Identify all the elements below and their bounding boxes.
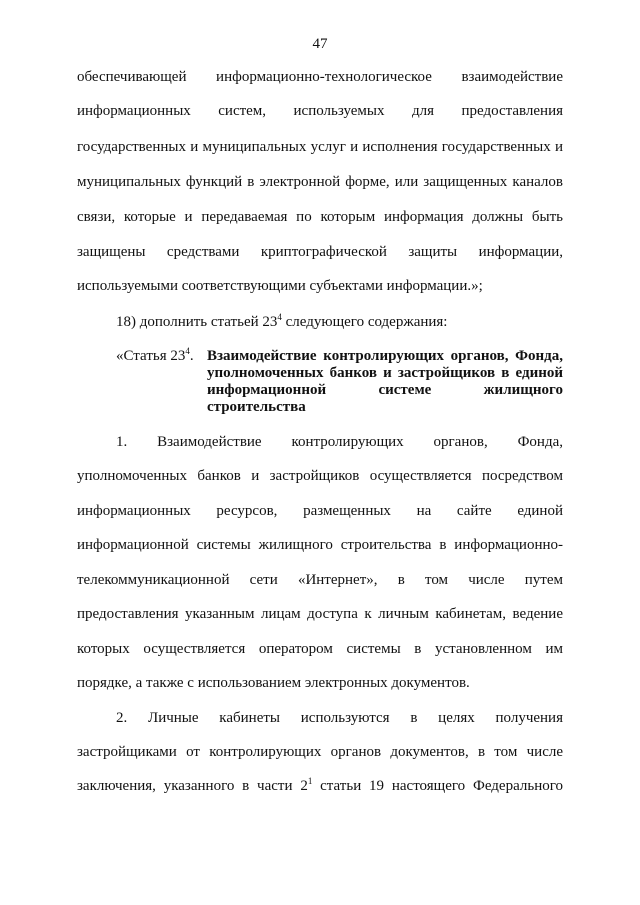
text-line: используемыми соответствующими субъектами информации.»;: [77, 278, 483, 294]
text-line: защищены средствами криптографической защиты информации,: [77, 244, 563, 260]
amendment-text: 18) дополнить статьей 23: [116, 314, 278, 330]
article-heading-line: информационной системе жилищного: [207, 382, 563, 398]
amendment-line: [116, 313, 563, 331]
text-line: застройщиками от контролирующих органов документов, в том числе: [77, 744, 563, 760]
superscript: 4: [185, 346, 190, 356]
text-line: информационных систем, используемых для предоставления: [77, 103, 563, 119]
article-label: [116, 347, 194, 365]
text-line: обеспечивающей информационно-технологическое взаимодействие: [77, 69, 563, 85]
text-line: 2. Личные кабинеты используются в целях получения: [116, 710, 563, 726]
text-line: телекоммуникационной сети «Интернет», в том числе путем: [77, 572, 563, 588]
text-line: предоставления указанным лицам доступа к личным кабинетам, ведение: [77, 606, 563, 622]
text-line: информационной системы жилищного строительства в информационно-: [77, 537, 563, 553]
text-line: информационных ресурсов, размещенных на сайте единой: [77, 503, 563, 519]
text-line: 1. Взаимодействие контролирующих органов, Фонда,: [116, 434, 563, 450]
superscript: 1: [307, 776, 313, 786]
text-line: государственных и муниципальных услуг и исполнения государственных и: [77, 139, 563, 155]
text-span: статьи 19 настоящего Федерального: [312, 778, 563, 794]
page-number: 47: [312, 36, 328, 52]
text-line: уполномоченных банков и застройщиков осуществляется посредством: [77, 468, 563, 484]
text-line: [77, 777, 563, 795]
text-line: порядке, а также с использованием электронных документов.: [77, 675, 470, 691]
article-heading-line: Взаимодействие контролирующих органов, Фонда,: [207, 348, 563, 364]
text-line: связи, которые и передаваемая по которым информация должны быть: [77, 209, 563, 225]
superscript: 4: [277, 312, 282, 322]
text-line: которых осуществляется оператором системы в установленном им: [77, 641, 563, 657]
article-label-text: .: [189, 348, 194, 364]
article-heading-line: строительства: [207, 399, 306, 415]
text-span: заключения, указанного в части 2: [77, 778, 308, 794]
amendment-text: следующего содержания:: [281, 314, 448, 330]
article-label-text: «Статья 23: [116, 348, 186, 364]
article-heading-line: уполномоченных банков и застройщиков в единой: [207, 365, 563, 381]
text-line: муниципальных функций в электронной форме, или защищенных каналов: [77, 174, 563, 190]
